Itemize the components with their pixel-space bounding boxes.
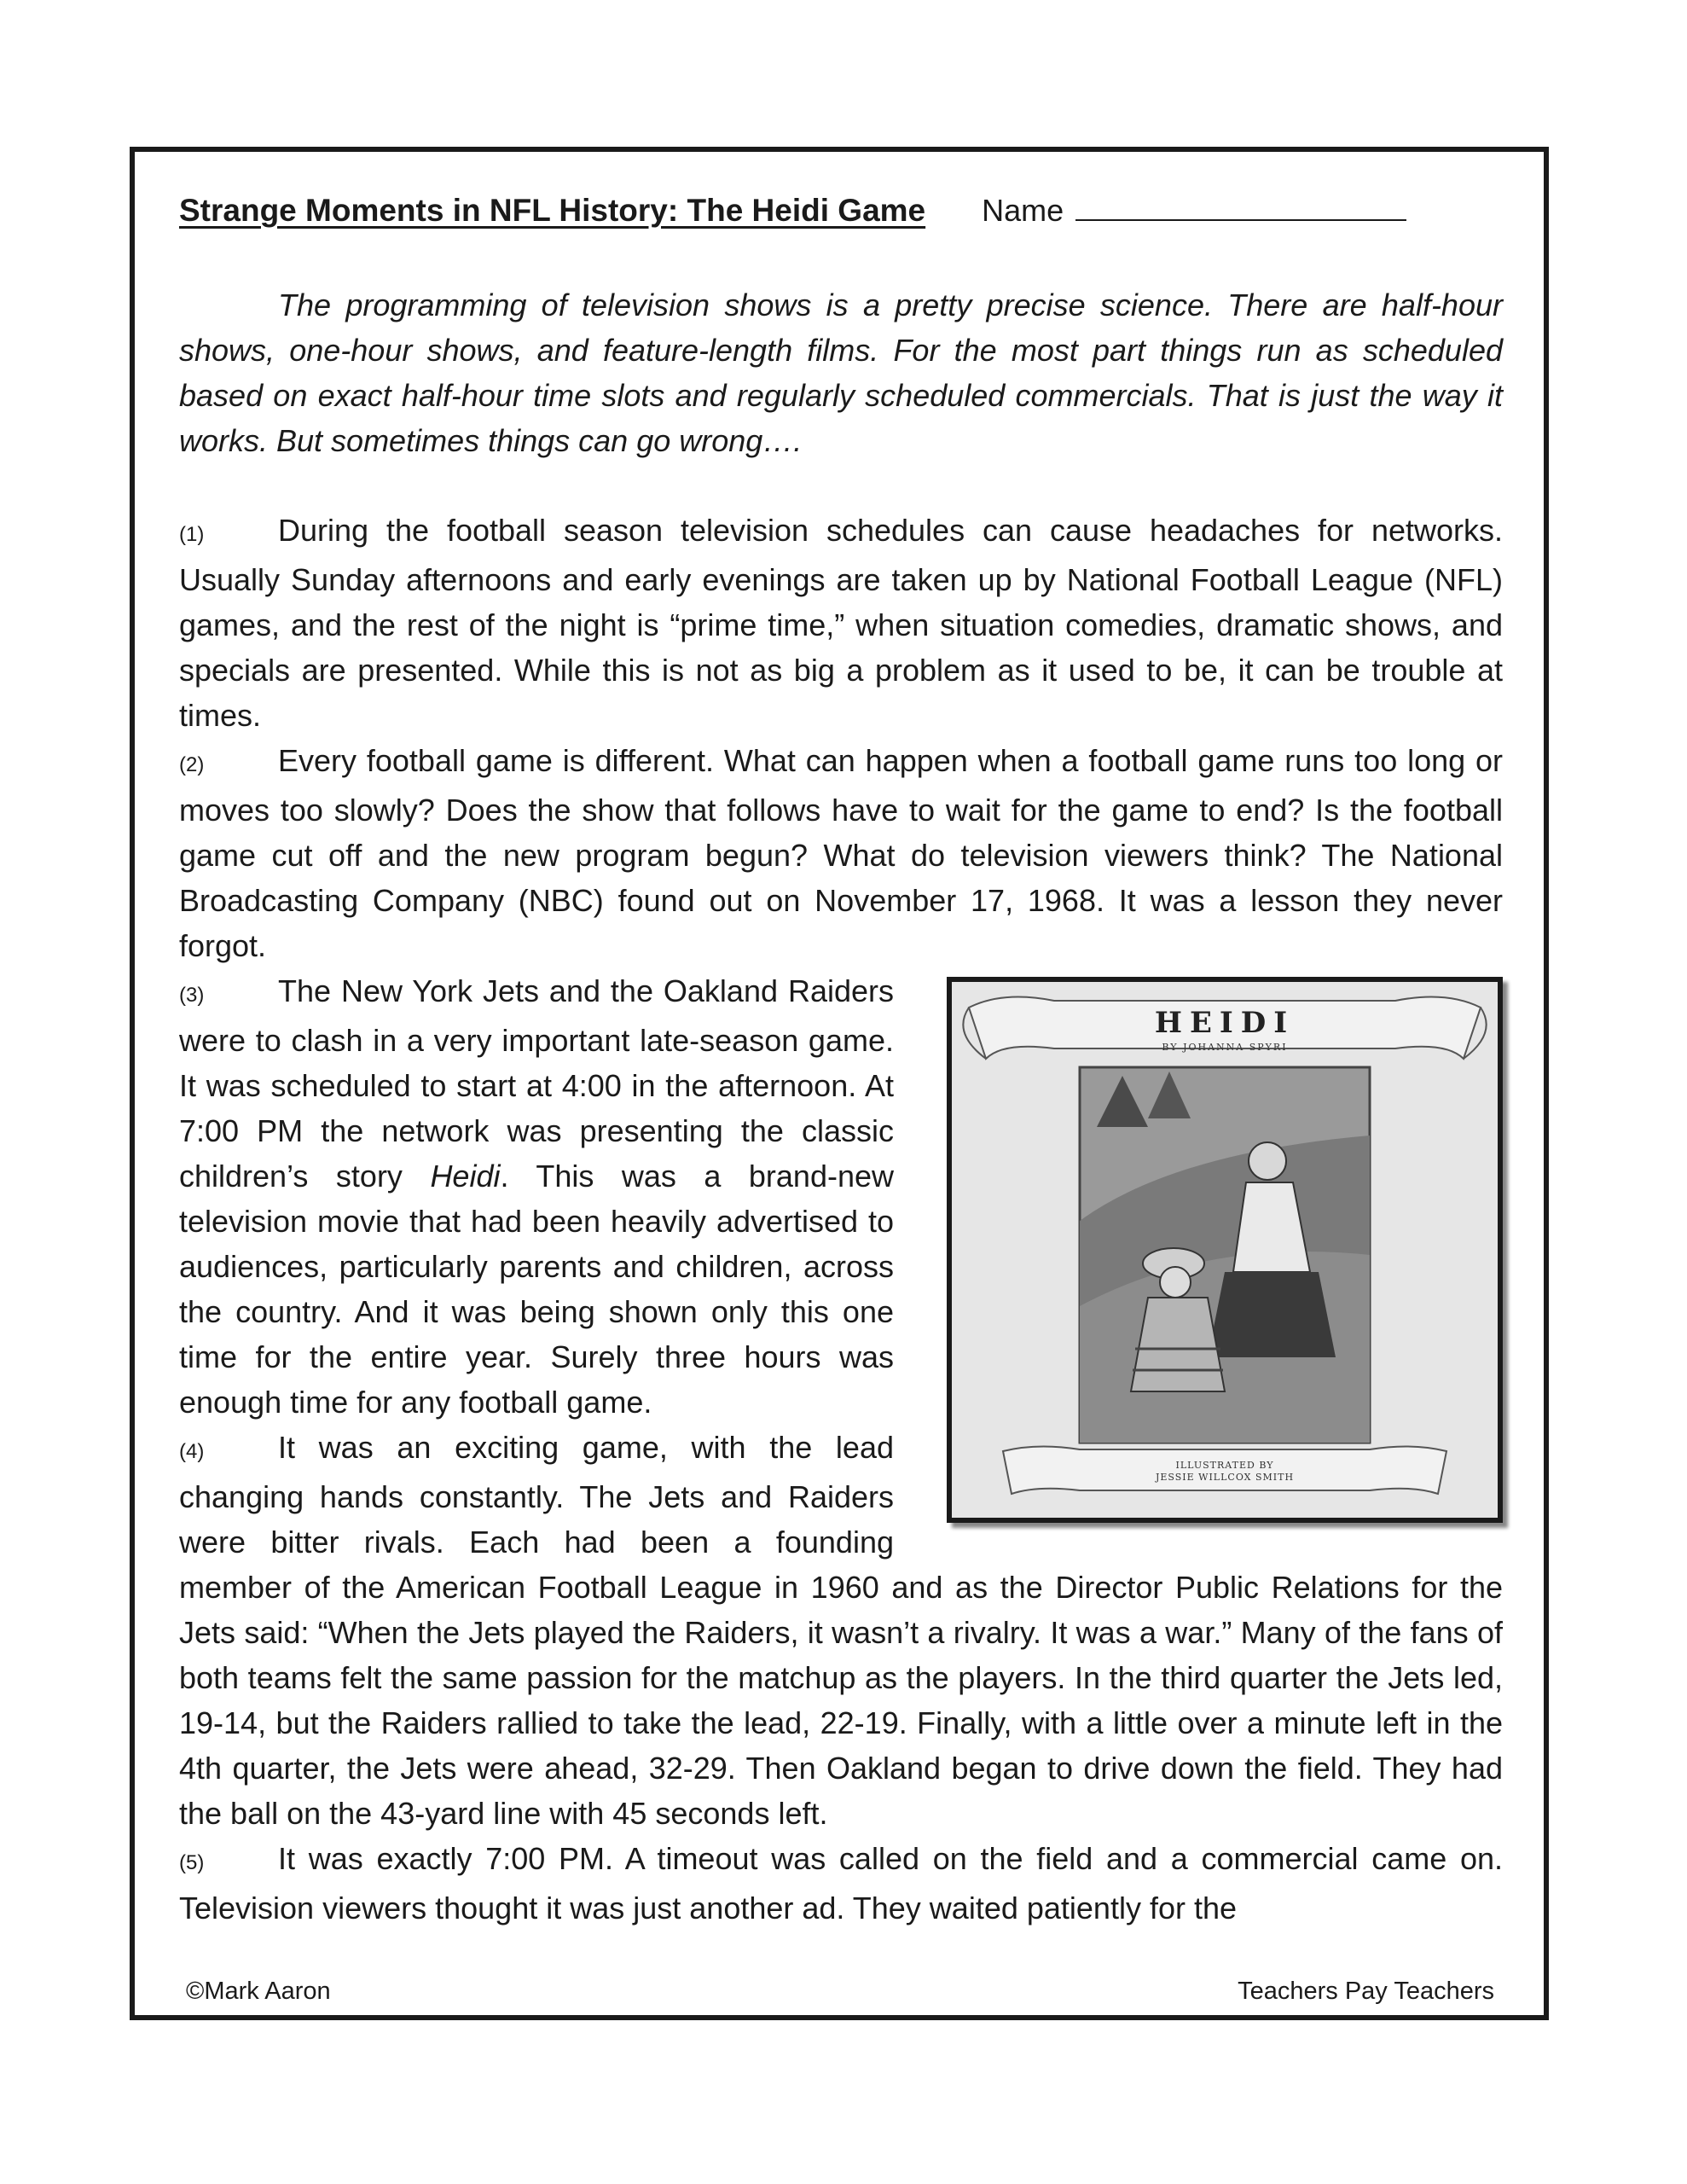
paragraph-text: It was exactly 7:00 PM. A timeout was called on the field and a commercial came on. Television viewers thought it was just another ad. They waited patiently for the — [179, 1841, 1503, 1926]
paragraph-number: (5) — [179, 1851, 205, 1874]
name-blank-line — [1075, 192, 1406, 221]
footer-publisher: Teachers Pay Teachers — [1238, 1978, 1494, 2005]
paragraph-text: During the football season television schedules can cause headaches for networks. Usually Sunday afternoons and early evenings are taken up by National Football League (NFL) games, and the rest of the night is “prime time,” when situation comedies, dramatic shows, and specials are presented. While this is not as big a problem as it used to be, it can be trouble at times. — [179, 513, 1503, 733]
paragraph-number: (2) — [179, 753, 205, 776]
book-illustrator: ILLUSTRATED BY JESSIE WILLCOX SMITH — [1155, 1460, 1295, 1483]
paragraph-text: It was an exciting game, with the lead changing hands constantly. The Jets and Raiders were bitter rivals. Each had been a founding member of the American Football League in 1960 and as the Director Public Relations for the Jets said: “When the Jets played the Raiders, it wasn’t a rivalry. It was a war.” Many of the fans of both teams felt the same passion for the matchup as the players. In the third quarter the Jets led, 19-14, but the Raiders rallied to take the lead, 22-19. Finally, with a little over a minute left in the 4th quarter, the Jets were ahead, 32-29. Then Oakland began to drive down the field. They had the ball on the 43-yard line with 45 seconds left. — [179, 1430, 1503, 1831]
paragraph-text: The New York Jets and the Oakland Raiders were to clash in a very important late-season game. It was scheduled to start at 4:00 in the afternoon. At 7:00 PM the network was presenting the classic children’s story — [179, 973, 894, 1194]
book-author: BY JOHANNA SPYRI — [1162, 1042, 1288, 1053]
paragraph-2 — [179, 738, 1503, 968]
worksheet-header — [179, 192, 1503, 238]
paragraph-text: Every football game is different. What can happen when a football game runs too long or moves too slowly? Does the show that follows have to wait for the game to end? Is the football game cut off and the new program begun? What do television viewers think? The National Broadcasting Company (NBC) found out on November 17, 1968. It was a lesson they never forgot. — [179, 743, 1503, 963]
heidi-cover-artwork — [952, 982, 1498, 1518]
paragraph-text: . This was a brand-new television movie that had been heavily advertised to audiences, particularly parents and children, across the country. And it was being shown only this one time for the entire year. Surely three hours was enough time for any football game. — [179, 1159, 894, 1420]
footer-copyright: ©Mark Aaron — [186, 1978, 331, 2005]
intro-paragraph: The programming of television shows is a pretty precise science. There are half-hour shows, one-hour shows, and feature-length films. For the most part things run as scheduled based on exact half-hour time slots and regularly scheduled commercials. That is just the way it works. But sometimes things can go wrong…. — [179, 288, 1503, 458]
worksheet-content — [179, 192, 1503, 1931]
heidi-book-cover-image — [947, 977, 1503, 1523]
book-title: HEIDI — [1154, 1006, 1296, 1040]
paragraph-5 — [179, 1836, 1503, 1931]
worksheet-title: Strange Moments in NFL History: The Heidi Game — [179, 193, 926, 228]
paragraph-number: (4) — [179, 1440, 205, 1463]
paragraph-1 — [179, 508, 1503, 738]
paragraph-italic-title: Heidi — [430, 1159, 501, 1194]
paragraph-number: (3) — [179, 984, 205, 1007]
name-label: Name — [982, 193, 1064, 228]
paragraph-number: (1) — [179, 523, 205, 546]
